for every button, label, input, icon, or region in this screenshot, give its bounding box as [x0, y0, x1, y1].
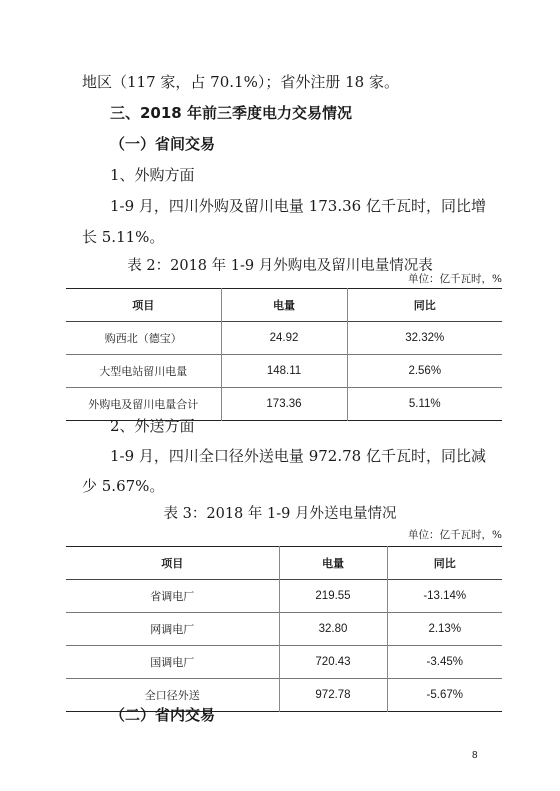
table-cell: 2.56%	[347, 355, 502, 388]
table-cell: 全口径外送	[144, 689, 200, 702]
item-heading-purchase: 1、外购方面	[110, 166, 195, 184]
column-header: 电量	[221, 289, 347, 322]
paragraph-purchase-b: 长 5.11%。	[82, 228, 165, 246]
column-header: 项目	[161, 557, 184, 570]
table-cell: 148.11	[221, 355, 347, 388]
table2	[66, 288, 502, 421]
table-cell: 5.11%	[347, 388, 502, 421]
table-cell: 购西北（德宝）	[104, 332, 182, 345]
item-heading-export: 2、外送方面	[110, 417, 195, 435]
paragraph-purchase-a: 1-9 月，四川外购及留川电量 173.36 亿千瓦时，同比增	[110, 197, 486, 215]
column-header: 同比	[347, 289, 502, 322]
table-cell: 大型电站留川电量	[99, 365, 188, 378]
subheading-intraprovincial: （二）省内交易	[110, 706, 216, 724]
table-cell: 网调电厂	[150, 623, 195, 636]
table-cell: -5.67%	[387, 679, 502, 712]
table-row	[66, 355, 502, 388]
table-cell: 173.36	[221, 388, 347, 421]
subheading-interprovincial: （一）省间交易	[110, 135, 216, 153]
table-cell: 24.92	[221, 322, 347, 355]
column-header: 项目	[132, 299, 155, 312]
table-cell: 外购电及留川电量合计	[88, 398, 199, 411]
table-cell: 972.78	[279, 679, 387, 712]
paragraph-top-line: 地区（117 家，占 70.1%）；省外注册 18 家。	[82, 73, 399, 91]
table-cell: 2.13%	[387, 613, 502, 646]
table-row	[66, 613, 502, 646]
table-row	[66, 646, 502, 679]
section-heading-3: 三、2018 年前三季度电力交易情况	[110, 104, 352, 122]
column-header: 同比	[387, 547, 502, 580]
table-header-row	[66, 547, 502, 580]
table-cell: -3.45%	[387, 646, 502, 679]
table3-unit: 单位：亿千瓦时，%	[408, 529, 502, 541]
table-cell: 219.55	[279, 580, 387, 613]
table3-caption: 表 3：2018 年 1-9 月外送电量情况	[163, 506, 397, 522]
table-cell: -13.14%	[387, 580, 502, 613]
paragraph-export-a: 1-9 月，四川全口径外送电量 972.78 亿千瓦时，同比减	[110, 447, 486, 465]
table-cell: 32.80	[279, 613, 387, 646]
table-row	[66, 580, 502, 613]
table3	[66, 546, 502, 712]
table-row	[66, 322, 502, 355]
page-number: 8	[472, 750, 478, 761]
table-header-row	[66, 289, 502, 322]
paragraph-export-b: 少 5.67%。	[82, 477, 165, 495]
table2-unit: 单位：亿千瓦时，%	[408, 273, 502, 285]
table2-caption: 表 2：2018 年 1-9 月外购电及留川电量情况表	[127, 258, 433, 274]
table-cell: 国调电厂	[150, 656, 195, 669]
column-header: 电量	[279, 547, 387, 580]
table-cell: 省调电厂	[150, 590, 195, 603]
table-cell: 32.32%	[347, 322, 502, 355]
table-cell: 720.43	[279, 646, 387, 679]
